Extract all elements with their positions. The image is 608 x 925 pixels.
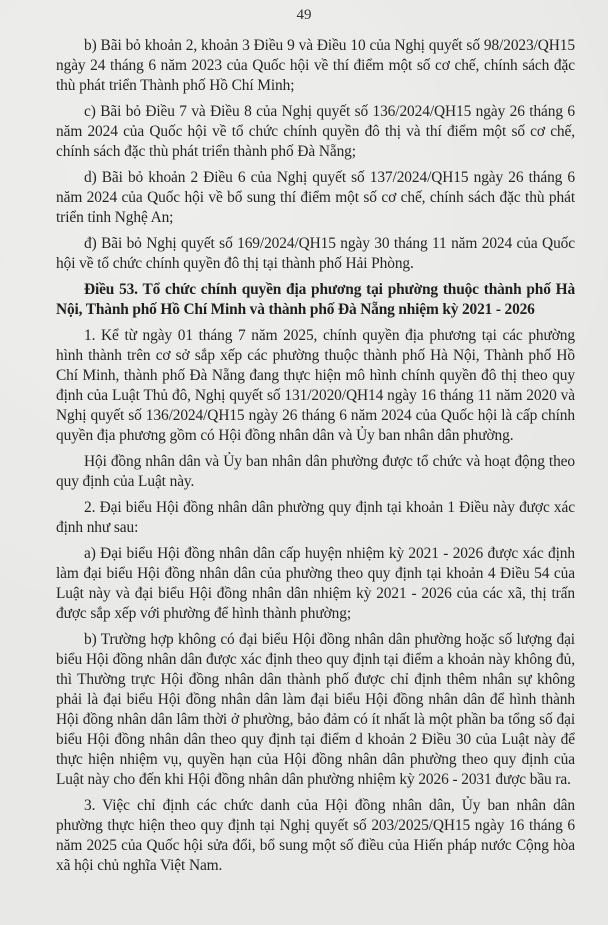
- council-operation-paragraph: Hội đồng nhân dân và Ủy ban nhân dân phường được tổ chức và hoạt động theo quy định của Luật này.: [56, 453, 575, 490]
- paragraph-d: d) Bãi bỏ khoản 2 Điều 6 của Nghị quyết số 137/2024/QH15 ngày 26 tháng 6 năm 2024 của Quốc hội về bổ sung thí điểm một số cơ chế, chính sách đặc thù phát triển tỉnh Nghệ An;: [56, 169, 575, 226]
- clause-3-paragraph: 3. Việc chỉ định các chức danh của Hội đồng nhân dân, Ủy ban nhân dân phường thực hiện theo quy định tại Nghị quyết số 203/2025/QH15 ngày 16 tháng 6 năm 2025 của Quốc hội sửa đổi, bổ sung một số điều của Hiến pháp nước Cộng hòa xã hội chủ nghĩa Việt Nam.: [56, 797, 575, 874]
- paragraph-dd: đ) Bãi bỏ Nghị quyết số 169/2024/QH15 ngày 30 tháng 11 năm 2024 của Quốc hội về tổ chức chính quyền đô thị tại thành phố Hải Phòng.: [56, 235, 575, 272]
- clause-1-paragraph: 1. Kể từ ngày 01 tháng 7 năm 2025, chính quyền địa phương tại các phường hình thành trên cơ sở sắp xếp các phường thuộc thành phố Hà Nội, Thành phố Hồ Chí Minh, thành phố Đà Nẵng đang thực hiện mô hình chính quyền đô thị theo quy định của Luật Thủ đô, Nghị quyết số 131/2020/QH14 ngày 16 tháng 11 năm 2020 và Nghị quyết số 136/2024/QH15 ngày 26 tháng 6 năm 2024 của Quốc hội là cấp chính quyền địa phương gồm có Hội đồng nhân dân và Ủy ban nhân dân phường.: [56, 327, 575, 444]
- clause-2-point-a: a) Đại biểu Hội đồng nhân dân cấp huyện nhiệm kỳ 2021 - 2026 được xác định làm đại biểu Hội đồng nhân dân của phường theo quy định tại khoản 4 Điều 54 của Luật này và đại biểu Hội đồng nhân dân nhiệm kỳ 2021 - 2026 của các xã, thị trấn được sắp xếp với phường để hình thành phường;: [56, 545, 575, 622]
- page-number: 49: [296, 7, 312, 23]
- paragraph-b: b) Bãi bỏ khoản 2, khoản 3 Điều 9 và Điều 10 của Nghị quyết số 98/2023/QH15 ngày 24 tháng 6 năm 2023 của Quốc hội về thí điểm một số cơ chế, chính sách đặc thù phát triển Thành phố Hồ Chí Minh;: [56, 37, 575, 94]
- document-content: [56, 36, 575, 880]
- paragraph-c: c) Bãi bỏ Điều 7 và Điều 8 của Nghị quyết số 136/2024/QH15 ngày 26 tháng 6 năm 2024 của Quốc hội về tổ chức chính quyền đô thị và thí điểm một số cơ chế, chính sách đặc thù phát triển thành phố Đà Nẵng;: [56, 103, 575, 160]
- article-53-heading: Điều 53. Tổ chức chính quyền địa phương tại phường thuộc thành phố Hà Nội, Thành phố Hồ Chí Minh và thành phố Đà Nẵng nhiệm kỳ 2021 - 2026: [56, 281, 575, 318]
- clause-2-paragraph: 2. Đại biểu Hội đồng nhân dân phường quy định tại khoản 1 Điều này được xác định như sau:: [56, 499, 575, 536]
- clause-2-point-b: b) Trường hợp không có đại biểu Hội đồng nhân dân phường hoặc số lượng đại biểu Hội đồng nhân dân được xác định theo quy định tại điểm a khoản này không đủ, thì Thường trực Hội đồng nhân dân thành phố được chỉ định thêm nhân sự không phải là đại biểu Hội đồng nhân dân làm đại biểu Hội đồng nhân dân để hình thành Hội đồng nhân dân lâm thời ở phường, bảo đảm có ít nhất là một phần ba tổng số đại biểu Hội đồng nhân dân theo quy định tại điểm d khoản 2 Điều 30 của Luật này để thực hiện nhiệm vụ, quyền hạn của Hội đồng nhân dân phường theo quy định của Luật này cho đến khi Hội đồng nhân dân phường nhiệm kỳ 2026 - 2031 được bầu ra.: [56, 631, 575, 788]
